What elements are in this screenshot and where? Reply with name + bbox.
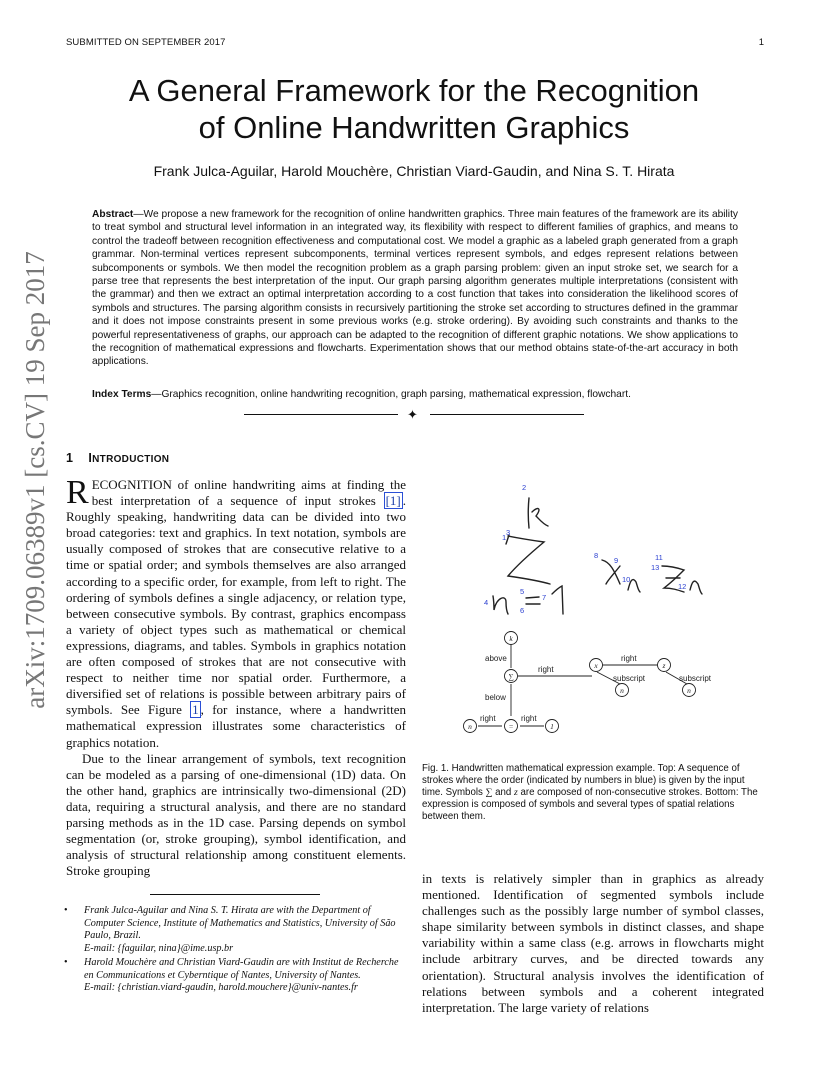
- figure-caption: [422, 763, 766, 823]
- relation-graph-edges: [478, 644, 687, 726]
- section-cap: I: [88, 451, 93, 465]
- stroke-number: 6: [520, 606, 525, 615]
- stroke-number: 11: [655, 553, 663, 562]
- arxiv-stamp: arXiv:1709.06389v1 [cs.CV] 19 Sep 2017: [20, 251, 50, 709]
- stroke-sum: [508, 536, 550, 584]
- page-number: 1: [758, 37, 764, 48]
- figure-1: [422, 478, 768, 753]
- node-label: =: [508, 722, 514, 731]
- separator-diamond-icon: ✦: [407, 407, 418, 422]
- right-column-text: in texts is relatively simpler than in graphics as already mentioned. Identification of segmented symbols include challenges such as the possibly large number of symbol classes, shape similarity between symbols in distinct classes, and shape variability within a same class (e.g. arrows in flowcharts might include arbitrary curves, and be directed towards any orientation). Structural analysis involves the identification of relations between symbols and a coherent integrated interpretation. The large variety of relations: [422, 871, 764, 1015]
- abstract: [92, 208, 738, 369]
- footnote-bullet-icon: •: [64, 905, 68, 916]
- node-label: n: [687, 686, 691, 695]
- caption-sum-symbol: ∑: [485, 787, 493, 798]
- stroke-n-sub2: [690, 581, 702, 594]
- edge-label: right: [538, 665, 554, 674]
- stroke-eq-top: [526, 597, 539, 598]
- node-label: ∑: [508, 672, 514, 681]
- node-label: 1: [550, 722, 554, 731]
- footnote-rule: [150, 894, 320, 895]
- caption-label: Fig. 1.: [422, 763, 449, 774]
- figure-1-graphic: [422, 478, 768, 748]
- stroke-number: 13: [651, 563, 660, 572]
- stroke-n-below: [493, 596, 508, 614]
- footnote-affiliation: Frank Julca-Aguilar and Nina S. T. Hirata are with the Department of Computer Science, Institute of Mathematics and Statistics, University of São Paulo, Brazil.: [84, 905, 396, 941]
- abstract-label: Abstract: [92, 209, 134, 220]
- separator-rule-left: [244, 414, 398, 415]
- caption-z-symbol: z: [513, 787, 518, 798]
- index-terms-label: Index Terms: [92, 389, 152, 400]
- footnote-item: [66, 905, 408, 955]
- intro-column: [66, 474, 406, 879]
- footnote-email: E-mail: {christian.viard-gaudin, harold.mouchere}@univ-nantes.fr: [84, 982, 358, 993]
- abstract-text: —We propose a new framework for the recognition of online handwritten graphics. Three main features of the framework are its ability to treat symbol and structural level information in an integrated way, its flexibility with respect to different families of graphics, and means to control the tradeoff between recognition effectiveness and computational cost. We model a graphic as a labeled graph generated from a graph grammar. Non-terminal vertices represent subcomponents, terminal vertices represent symbols, and edges represent relations between subcomponents or symbols. We then model the recognition problem as a graph parsing problem: given an input stroke set, we search for a parse tree that represents the best interpretation of the input. Our graph parsing algorithm generates multiple interpretations (consistent with the grammar) and then we extract an optimal interpretation according to a cost function that takes into consideration the likelihood scores of symbols and structures. The parsing algorithm consists in recursively partitioning the stroke set according to structures defined in the grammar and it does not impose constraints present in some previous works (e.g. stroke ordering). By avoiding such constraints and thanks to the powerful representativeness of graphs, our approach can be adapted to the recognition of different graphic notations. We show applications to the recognition of mathematical expressions and flowcharts. Experimentation shows that our method obtains state-of-the-art accuracy in both applications.: [92, 209, 738, 368]
- caption-text-b: and: [492, 787, 514, 798]
- stroke-one: [552, 586, 563, 614]
- stroke-number: 10: [622, 575, 631, 584]
- index-terms: [92, 389, 738, 400]
- stroke-number: 8: [594, 551, 599, 560]
- node-label: k: [509, 634, 513, 643]
- edge-label: above: [485, 654, 507, 663]
- stroke-number: 7: [542, 593, 547, 602]
- drop-cap: R: [66, 474, 89, 511]
- intro-text-a: of online handwriting aims at finding the best interpretation of a sequence of input strokes: [91, 477, 406, 509]
- intro-paragraph-2: Due to the linear arrangement of symbols, text recognition can be modeled as a parsing of one-dimensional (1D) data. On the other hand, graphics are intrinsically two-dimensional (2D) data, requiring a structural analysis, and there are no standard parsing methods as in the 1D case. Parsing depends on symbol segmentation (or, stroke grouping), symbol identification, and analysis of structural relationship among constituent elements. Stroke grouping: [66, 750, 406, 879]
- edge-label: subscript: [613, 674, 646, 683]
- paper-title: [60, 72, 768, 146]
- author-list: Frank Julca-Aguilar, Harold Mouchère, Christian Viard-Gaudin, and Nina S. T. Hirata: [153, 163, 675, 179]
- node-label: x: [594, 661, 598, 670]
- footnote-affiliation: Harold Mouchère and Christian Viard-Gaudin are with Institut de Recherche en Communications et Cyberntique of Nantes, University of Nantes.: [84, 957, 399, 981]
- index-terms-text: —Graphics recognition, online handwriting recognition, graph parsing, mathematical expression, flowchart.: [151, 389, 631, 400]
- caption-text-c: are composed of non-consecutive strokes. Bottom: The expression is composed of symbols and several types of spatial relations between them.: [422, 787, 758, 822]
- stroke-k-arm: [532, 509, 548, 526]
- edge-label: subscript: [679, 674, 712, 683]
- stroke-number: 2: [522, 483, 527, 492]
- running-header: SUBMITTED ON SEPTEMBER 2017: [66, 37, 226, 48]
- stroke-number: 4: [484, 598, 489, 607]
- section-title-rest: NTRODUCTION: [92, 454, 170, 465]
- node-label: n: [620, 686, 624, 695]
- intro-text-b: . Roughly speaking, handwriting data can be divided into two broad categories: text and graphics. In text notation, symbols are usually composed of strokes that are consecutive relative to a time or spatial order; and symbols themselves are also arranged according to a specific order, for example, from left to right. The ordering of symbols defines a single adjacency, or relation type, between consecutive symbols. By contrast, graphics encompass a variety of object types such as mathematical or chemical expressions, diagrams, and tables. Symbols in graphics notation are often composed of strokes that are not consecutive with respect to neither time nor spatial order. Furthermore, a diversified set of relations is possible between arbitrary pairs of symbols. See Figure: [66, 493, 406, 718]
- edge-label: right: [480, 714, 496, 723]
- title-line-1: A General Framework for the Recognition: [128, 73, 700, 108]
- footnote-item: [66, 957, 408, 995]
- stroke-number: 9: [614, 556, 619, 565]
- edge-label: right: [521, 714, 537, 723]
- node-label: z: [662, 661, 666, 670]
- intro-text-c: , for instance, where a handwritten mathematical expression illustrates some characteristics of graphics notation.: [66, 702, 406, 750]
- edge-label: right: [621, 654, 637, 663]
- figure-link[interactable]: 1: [192, 702, 199, 718]
- intro-paragraph-1: [66, 474, 406, 751]
- separator-rule-right: [430, 414, 584, 415]
- node-label: n: [468, 722, 472, 731]
- footnotes: [66, 905, 408, 997]
- edge-label: below: [485, 693, 506, 702]
- citation-link[interactable]: [1]: [385, 493, 401, 509]
- relation-graph-node-labels: [468, 634, 691, 731]
- stroke-number: 1: [502, 533, 507, 542]
- stroke-k-stem: [528, 498, 529, 528]
- intro-smallcaps: ECOGNITION: [91, 477, 172, 492]
- stroke-number: 12: [678, 582, 687, 591]
- stroke-number-labels: [484, 483, 686, 615]
- title-line-2: of Online Handwritten Graphics: [198, 110, 630, 145]
- caption-text-a: Handwritten mathematical expression example. Top: A sequence of strokes where the order (indicated by numbers in blue) is given by the input time. Symbols: [422, 763, 745, 798]
- stroke-number: 5: [520, 587, 525, 596]
- section-number: 1: [66, 451, 74, 465]
- section-heading: [66, 451, 169, 465]
- stroke-number: 3: [506, 528, 511, 537]
- footnote-bullet-icon: •: [64, 957, 68, 968]
- relation-graph-nodes: [464, 632, 696, 733]
- footnote-email: E-mail: {faguilar, nina}@ime.usp.br: [84, 942, 234, 954]
